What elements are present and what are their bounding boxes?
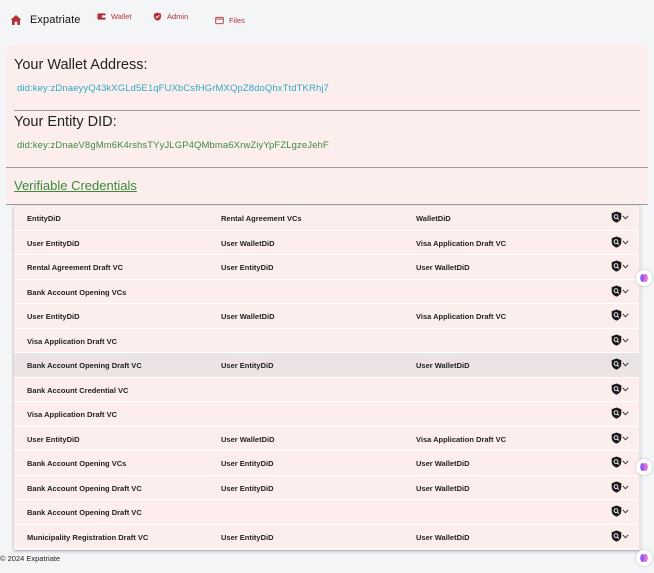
credential-cell: Bank Account Credential VC — [27, 385, 129, 395]
credential-cell: User EntityDiD — [221, 532, 274, 542]
identity-card — [6, 45, 648, 205]
credential-row[interactable] — [14, 451, 640, 476]
chevron-down-icon[interactable] — [622, 338, 629, 343]
credentials-list — [14, 206, 640, 550]
divider — [14, 110, 640, 111]
credential-cell: Bank Account Opening VCs — [27, 459, 127, 468]
assistant-orb[interactable] — [636, 270, 652, 286]
credential-cell: User WalletDiD — [416, 263, 470, 272]
verify-shield-icon[interactable] — [611, 309, 622, 321]
verify-shield-icon[interactable] — [611, 432, 622, 444]
credential-cell: Visa Application Draft VC — [27, 336, 118, 346]
chevron-down-icon[interactable] — [622, 460, 629, 465]
verify-shield-icon[interactable] — [611, 260, 622, 272]
credential-cell: User EntityDiD — [221, 361, 274, 370]
shield-icon — [153, 12, 162, 21]
credential-cell: Bank Account Opening Draft VC — [27, 483, 142, 493]
nav-link-label: Admin — [167, 12, 189, 21]
credential-cell: User EntityDiD — [221, 483, 274, 493]
verify-shield-icon[interactable] — [611, 505, 622, 517]
chevron-down-icon[interactable] — [622, 436, 629, 441]
credential-cell: User EntityDiD — [27, 434, 80, 444]
verify-shield-icon[interactable] — [611, 285, 622, 297]
credential-cell: Visa Application Draft VC — [27, 410, 118, 419]
nav-link-label: Wallet — [111, 12, 132, 21]
entity-did-heading: Your Entity DID: — [14, 114, 117, 130]
credential-cell: Rental Agreement Draft VC — [27, 263, 123, 272]
credential-cell: User EntityDiD — [221, 459, 274, 468]
credential-cell: User WalletDiD — [221, 434, 275, 444]
wallet-address-heading: Your Wallet Address: — [14, 57, 148, 73]
brand[interactable] — [10, 14, 81, 26]
credential-cell: User EntityDiD — [221, 263, 274, 272]
credential-cell: Bank Account Opening Draft VC — [27, 361, 142, 370]
chevron-down-icon[interactable] — [622, 289, 629, 294]
credential-row[interactable] — [14, 280, 640, 305]
nav-link-wallet[interactable] — [97, 12, 132, 21]
verify-shield-icon[interactable] — [611, 236, 622, 248]
nav-link-label: Files — [229, 16, 245, 25]
wallet-did-value[interactable]: did:key:zDnaeyyQ43kXGLd5E1qFUXbCsfHGrMXQpZ8doQhxTtdTKRhj7 — [17, 83, 329, 94]
assistant-icon — [639, 462, 649, 472]
nav-link-files[interactable] — [215, 16, 245, 25]
chevron-down-icon[interactable] — [622, 411, 629, 416]
scrollbar[interactable] — [639, 206, 642, 550]
home-icon — [10, 14, 22, 26]
credential-row[interactable] — [14, 500, 640, 525]
chevron-down-icon[interactable] — [622, 509, 629, 514]
chevron-down-icon[interactable] — [622, 362, 629, 367]
chevron-down-icon[interactable] — [622, 534, 629, 539]
credential-cell: User WalletDiD — [221, 312, 275, 321]
credential-row[interactable] — [14, 304, 640, 329]
chevron-down-icon[interactable] — [622, 240, 629, 245]
credential-row[interactable] — [14, 206, 640, 231]
wallet-icon — [97, 12, 106, 21]
credential-cell: User EntityDiD — [27, 312, 80, 321]
credential-cell: WalletDiD — [416, 214, 451, 223]
credential-cell: Visa Application Draft VC — [416, 312, 507, 321]
chevron-down-icon[interactable] — [622, 387, 629, 392]
credential-cell: Visa Application Draft VC — [416, 238, 507, 248]
credential-row[interactable] — [14, 353, 640, 378]
credential-cell: EntityDiD — [27, 214, 61, 223]
verify-shield-icon[interactable] — [611, 530, 622, 542]
nav-link-admin[interactable] — [153, 12, 188, 21]
credential-cell: Bank Account Opening VCs — [27, 287, 127, 297]
chevron-down-icon[interactable] — [622, 264, 629, 269]
verify-shield-icon[interactable] — [611, 334, 622, 346]
verify-shield-icon[interactable] — [611, 211, 622, 223]
verifiable-credentials-heading[interactable]: Verifiable Credentials — [14, 178, 137, 193]
verify-shield-icon[interactable] — [611, 383, 622, 395]
credential-cell: Rental Agreement VCs — [221, 214, 302, 223]
verify-shield-icon[interactable] — [611, 407, 622, 419]
divider — [6, 167, 648, 168]
credential-cell: User WalletDiD — [416, 361, 470, 370]
credential-row[interactable] — [14, 231, 640, 256]
verify-shield-icon[interactable] — [611, 481, 622, 493]
verify-shield-icon[interactable] — [611, 358, 622, 370]
assistant-icon — [639, 273, 649, 283]
assistant-orb[interactable] — [636, 459, 652, 475]
credential-cell: User WalletDiD — [221, 238, 275, 248]
credential-cell: User EntityDiD — [27, 238, 80, 248]
credential-row[interactable] — [14, 378, 640, 403]
credential-cell: User WalletDiD — [416, 532, 470, 542]
credential-row[interactable] — [14, 525, 640, 550]
credential-cell: Bank Account Opening Draft VC — [27, 508, 142, 517]
divider — [6, 204, 648, 205]
assistant-icon — [639, 553, 649, 563]
chevron-down-icon[interactable] — [622, 215, 629, 220]
top-navigation — [0, 0, 654, 44]
credential-row[interactable] — [14, 427, 640, 452]
credential-row[interactable] — [14, 476, 640, 501]
credential-row[interactable] — [14, 255, 640, 280]
credential-row[interactable] — [14, 402, 640, 427]
folder-icon — [215, 16, 224, 25]
credential-cell: Municipality Registration Draft VC — [27, 532, 149, 542]
credential-cell: Visa Application Draft VC — [416, 434, 507, 444]
chevron-down-icon[interactable] — [622, 313, 629, 318]
credential-cell: User WalletDiD — [416, 483, 470, 493]
assistant-orb[interactable] — [636, 550, 652, 566]
chevron-down-icon[interactable] — [622, 485, 629, 490]
footer-copyright: © 2024 Expatriate — [0, 554, 61, 563]
entity-did-value[interactable]: did:key:zDnaeV8gMm6K4rshsTYyJLGP4QMbma6XrwZiyYpFZLgzeJehF — [17, 140, 329, 151]
verify-shield-icon[interactable] — [611, 456, 622, 468]
credential-cell: User WalletDiD — [416, 459, 470, 468]
brand-label: Expatriate — [30, 14, 81, 26]
credential-row[interactable] — [14, 329, 640, 354]
